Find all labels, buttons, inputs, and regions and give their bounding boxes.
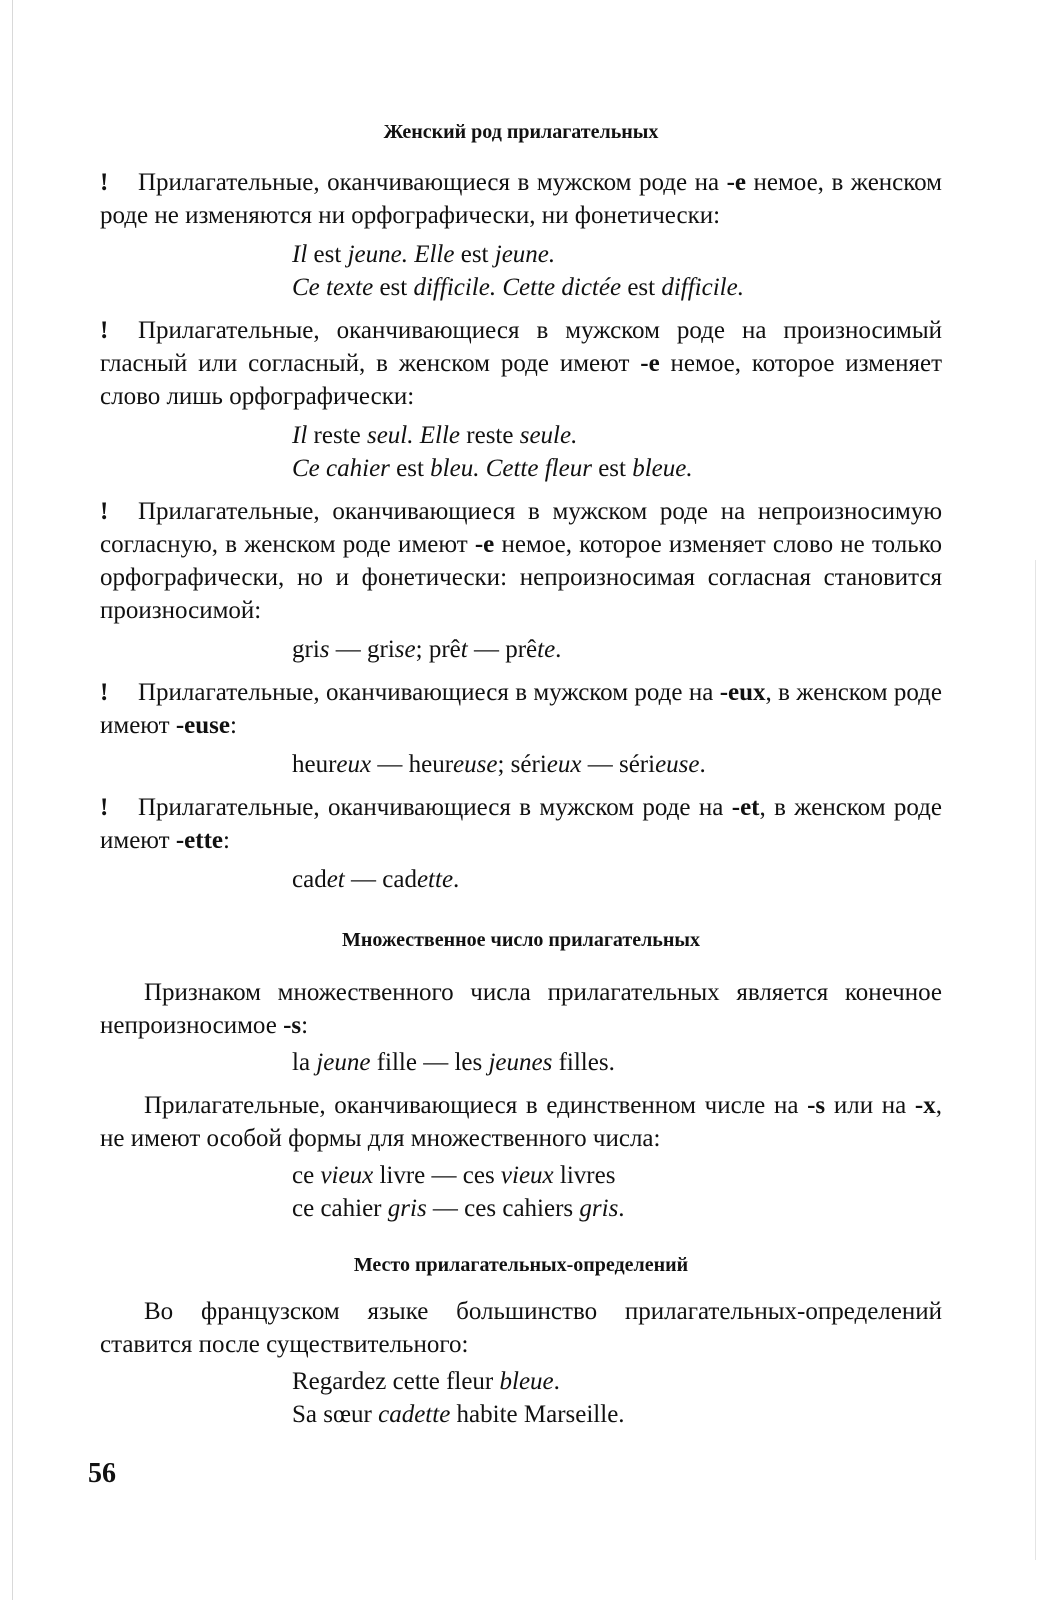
- section-heading-feminine: Женский род прилагательных: [383, 121, 659, 143]
- example-line: Il reste seul. Elle reste seule.: [292, 422, 578, 449]
- example-line: cadet — cadette.: [292, 866, 460, 893]
- body-paragraph: Во французском языке большинство прилагательных-определений ставится после существительного:: [100, 1298, 942, 1358]
- example-line: heureux — heureuse; sérieux — sérieuse.: [292, 751, 706, 778]
- example-block: [100, 419, 942, 485]
- ending-bold: -е: [726, 169, 746, 196]
- example-line: ce vieux livre — ces vieux livres: [292, 1162, 616, 1189]
- example-block: [100, 863, 942, 896]
- exclamation-mark: !: [100, 679, 109, 706]
- example-line: Ce texte est difficile. Cette dictée est difficile.: [292, 274, 744, 301]
- example-line: Sa sœur cadette habite Marseille.: [292, 1401, 625, 1428]
- rule-text: , в женском роде имеют: [100, 794, 942, 854]
- page-content: [100, 112, 942, 1441]
- example-line: Ce cahier est bleu. Cette fleur est bleue.: [292, 455, 693, 482]
- rule-paragraph: [100, 314, 942, 413]
- rule-text: Прилагательные, оканчивающиеся в мужском роде на: [138, 169, 727, 196]
- rule-paragraph: [100, 495, 942, 627]
- exclamation-mark: !: [100, 317, 109, 344]
- rule-paragraph: [100, 676, 942, 742]
- example-block: [100, 238, 942, 304]
- example-line: ce cahier gris — ces cahiers gris.: [292, 1195, 625, 1222]
- exclamation-mark: !: [100, 169, 109, 196]
- rule-text: Прилагательные, оканчивающиеся в мужском роде на непроизносимую согласную, в женском роде имеют: [100, 498, 942, 558]
- example-block: [100, 633, 942, 666]
- example-line: la jeune fille — les jeunes filles.: [292, 1049, 615, 1076]
- rule-text: Прилагательные, оканчивающиеся в мужском роде на: [138, 794, 732, 821]
- example-line: Il est jeune. Elle est jeune.: [292, 241, 556, 268]
- example-block: [100, 1159, 942, 1225]
- section-heading-placement: Место прилагательных-определений: [353, 1254, 689, 1276]
- body-paragraph: Признаком множественного числа прилагательных является конечное непроизносимое -s:: [100, 979, 942, 1039]
- ending-bold: -et: [731, 794, 760, 821]
- ending-bold: -euse: [175, 712, 230, 739]
- ending-bold: -е: [640, 350, 660, 377]
- rule-paragraph: [100, 791, 942, 857]
- rule-paragraph: [100, 166, 942, 232]
- example-line: Regardez cette fleur bleue.: [292, 1368, 560, 1395]
- ending-bold: -ette: [175, 827, 223, 854]
- rule-text: :: [223, 827, 230, 854]
- rule-text: :: [229, 712, 237, 739]
- rule-text: немое, которое изменяет слово лишь орфографически:: [100, 350, 942, 410]
- section-heading-plural: Множественное число прилагательных: [341, 929, 701, 951]
- ending-bold: -е: [474, 531, 495, 558]
- page-edge-line: [12, 0, 13, 1600]
- page-edge-line: [1035, 560, 1036, 1560]
- rule-text: Прилагательные, оканчивающиеся в мужском роде на произносимый гласный или согласный, в женском роде имеют: [100, 317, 942, 377]
- example-block: [100, 748, 942, 781]
- body-paragraph: Прилагательные, оканчивающиеся в единственном числе на -s или на -x, не имеют особой формы для множественного числа:: [100, 1092, 942, 1152]
- example-block: [100, 1046, 942, 1079]
- example-line: gris — grise; prêt — prête.: [292, 636, 562, 663]
- rule-text: немое, в женском роде не изменяются ни орфографически, ни фонетически:: [100, 169, 942, 229]
- page-number: 56: [88, 1458, 116, 1489]
- example-block: [100, 1365, 942, 1431]
- exclamation-mark: !: [100, 498, 109, 525]
- rule-text: Прилагательные, оканчивающиеся в мужском роде на: [138, 679, 720, 706]
- ending-bold: -eux: [719, 679, 766, 706]
- rule-text: , в женском роде имеют: [100, 679, 942, 739]
- rule-text: немое, которое изменяет слово не только орфографически, но и фонетически: непроизносимая согласная становится произносимой:: [100, 531, 942, 624]
- exclamation-mark: !: [100, 794, 109, 821]
